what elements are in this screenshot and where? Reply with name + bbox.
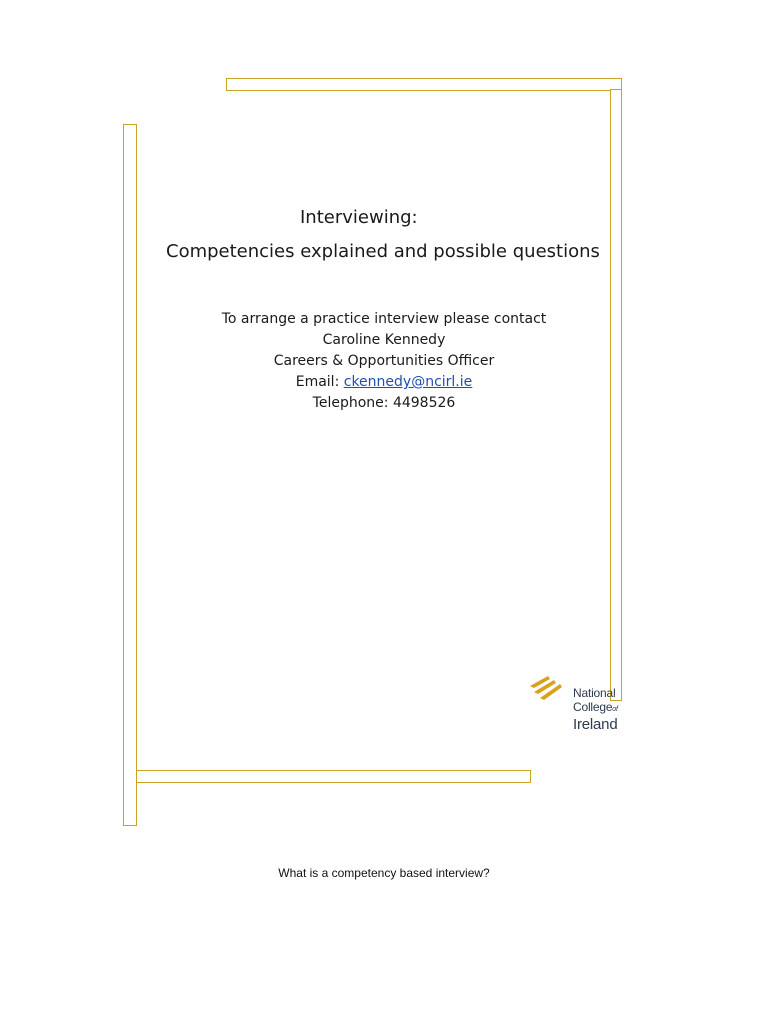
contact-role: Careers & Opportunities Officer (273, 353, 495, 369)
logo-of-word: of (612, 706, 618, 713)
email-link[interactable]: ckennedy@ncirl.ie (343, 374, 473, 390)
contact-email-row (184, 372, 584, 393)
frame-bar-bottom (136, 770, 531, 783)
frame-bar-right (610, 89, 622, 701)
logo-wordmark (573, 686, 618, 733)
section-question: What is a competency based interview? (278, 866, 490, 880)
phone-label: Telephone: (312, 395, 389, 411)
logo-college-word: College (573, 700, 613, 714)
ncirl-logo (528, 672, 628, 734)
ncirl-swoosh-icon (528, 674, 568, 704)
contact-name: Caroline Kennedy (322, 332, 446, 348)
frame-bar-top (226, 78, 622, 91)
cover-subtitle: Competencies explained and possible questions (166, 241, 600, 262)
contact-phone-row (184, 393, 584, 414)
logo-line-college (573, 700, 618, 717)
logo-line-ireland: Ireland (573, 716, 618, 733)
logo-line-national: National (573, 686, 616, 700)
cover-title: Interviewing: (300, 207, 418, 228)
frame-bar-left (123, 124, 137, 826)
phone-number: 4498526 (392, 395, 456, 411)
contact-intro: To arrange a practice interview please contact (221, 311, 547, 327)
email-label: Email: (295, 374, 340, 390)
contact-block (184, 309, 584, 414)
